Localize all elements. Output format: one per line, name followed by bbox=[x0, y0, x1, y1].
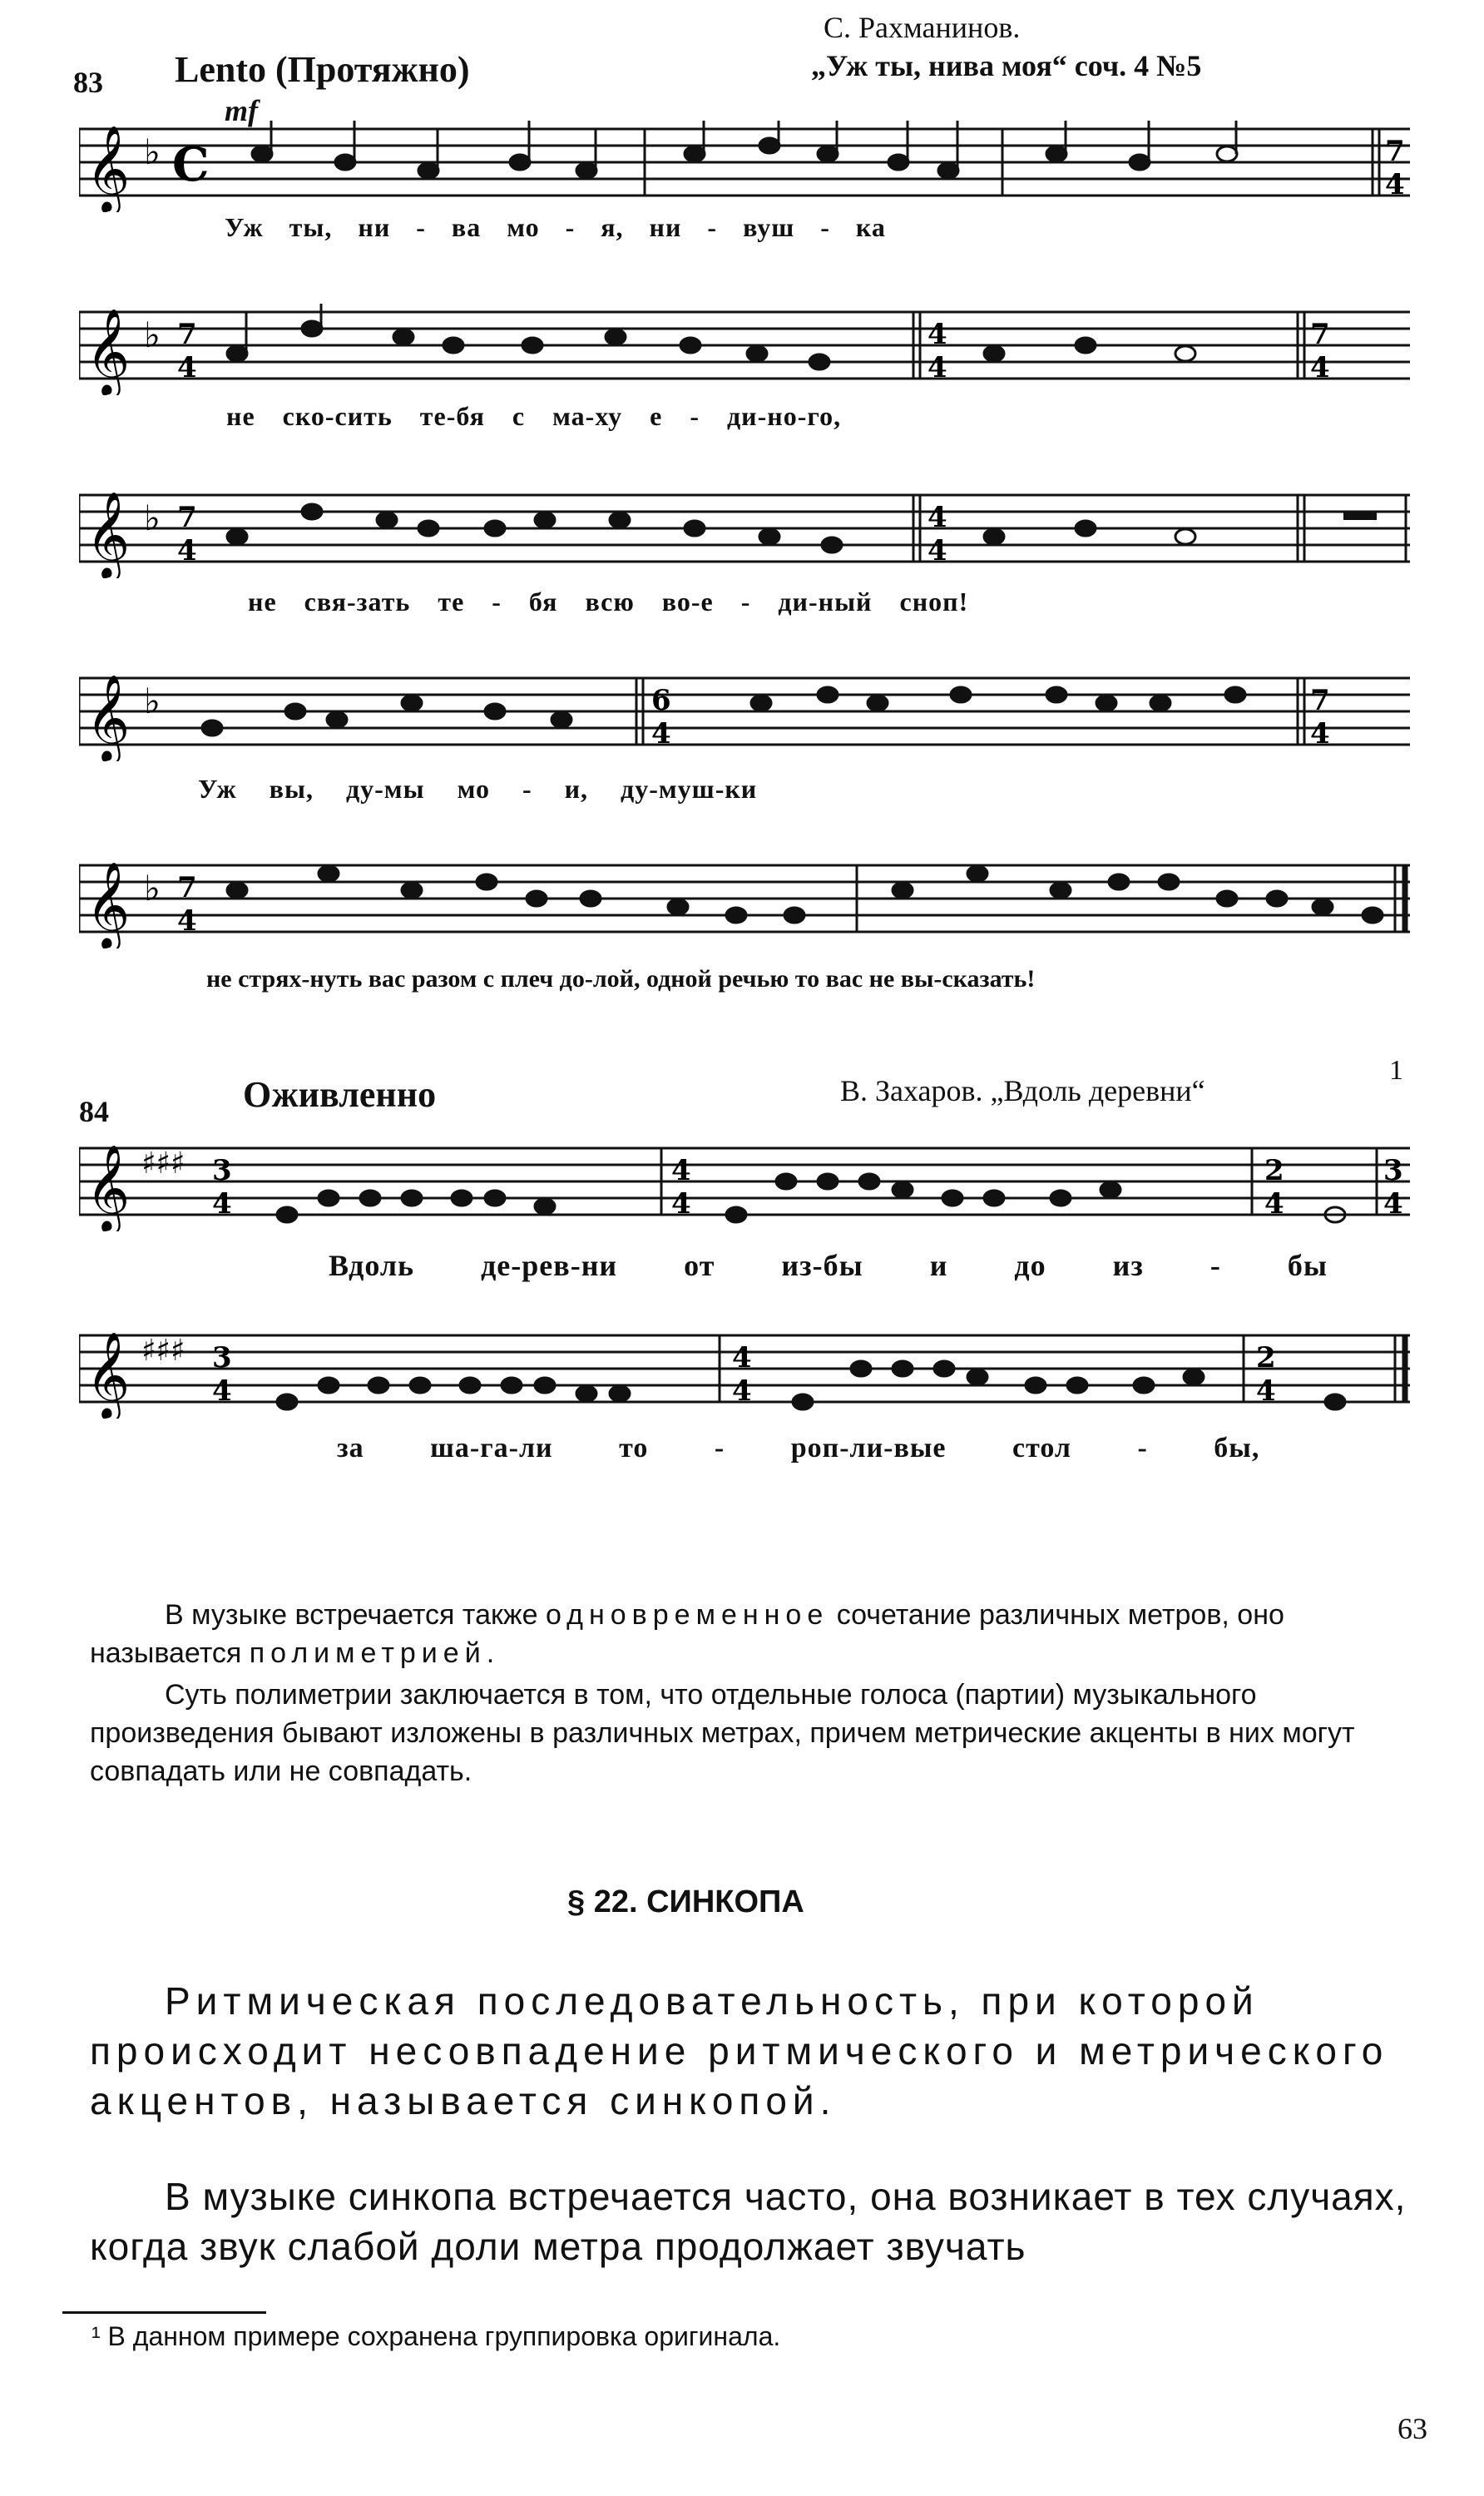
svg-text:𝄞: 𝄞 bbox=[86, 861, 131, 948]
lyrics-line-1: Уж ты, ни - ва мо - я, ни - вуш - ка bbox=[225, 212, 886, 242]
svg-text:4: 4 bbox=[1385, 168, 1405, 201]
footnote-mark: 1 bbox=[1389, 1055, 1403, 1086]
staff-1 bbox=[79, 121, 1410, 212]
svg-text:𝄞: 𝄞 bbox=[86, 1144, 131, 1231]
staff-7 bbox=[79, 1327, 1410, 1419]
example-84-source: В. Захаров. „Вдоль деревни“ bbox=[840, 1074, 1205, 1107]
svg-text:♭: ♭ bbox=[144, 868, 161, 909]
svg-text:3: 3 bbox=[1383, 1154, 1403, 1187]
svg-text:4: 4 bbox=[1256, 1374, 1276, 1408]
svg-text:𝄞: 𝄞 bbox=[86, 674, 131, 761]
svg-text:3: 3 bbox=[212, 1341, 232, 1374]
svg-text:4: 4 bbox=[212, 1374, 232, 1408]
svg-text:6: 6 bbox=[651, 684, 671, 717]
svg-text:7: 7 bbox=[177, 501, 197, 534]
syncopation-definition: Ритмическая последовательность, при которой происходит несовпадение ритмического и метрического акцентов, называется синкопой. bbox=[90, 1979, 1389, 2122]
svg-text:7: 7 bbox=[177, 318, 197, 351]
staff-4 bbox=[79, 670, 1410, 761]
lyrics-line-5: не стрях-нуть вас разом с плеч до-лой, одной речью то вас не вы-сказать! bbox=[206, 965, 1036, 993]
dynamic-mark: mf bbox=[225, 94, 258, 127]
svg-text:4: 4 bbox=[1264, 1187, 1284, 1221]
svg-text:4: 4 bbox=[651, 717, 671, 750]
svg-text:♭: ♭ bbox=[144, 498, 161, 538]
svg-text:4: 4 bbox=[1383, 1187, 1403, 1221]
svg-text:7: 7 bbox=[177, 871, 197, 904]
svg-text:𝄞: 𝄞 bbox=[86, 1331, 131, 1419]
svg-text:♭: ♭ bbox=[144, 681, 161, 721]
staff-2 bbox=[79, 304, 1410, 395]
svg-text:7: 7 bbox=[1385, 135, 1405, 168]
svg-text:4: 4 bbox=[928, 501, 947, 534]
svg-text:4: 4 bbox=[177, 351, 197, 384]
svg-text:𝄞: 𝄞 bbox=[86, 491, 131, 578]
lyrics-line-6: Вдоль де-рев-ни от из-бы и до из - бы bbox=[329, 1249, 1328, 1282]
para1-text-b: сочетание различных метров, оно называется bbox=[90, 1599, 1284, 1669]
lyrics-line-3: не свя-зать те - бя всю во-е - ди-ный сноп! bbox=[248, 587, 969, 617]
paragraph-syncopation: В музыке синкопа встречается часто, она возникает в тех случаях, когда звук слабой доли метра продолжает звучать bbox=[90, 2175, 1407, 2268]
svg-text:4: 4 bbox=[1310, 351, 1330, 384]
paragraph-polymetry bbox=[90, 1596, 1437, 1672]
svg-text:♯♯♯: ♯♯♯ bbox=[141, 1146, 186, 1181]
para1-text-a: В музыке встречается также bbox=[165, 1599, 538, 1631]
example-84-tempo: Оживленно bbox=[243, 1074, 437, 1115]
svg-text:4: 4 bbox=[928, 318, 947, 351]
svg-text:4: 4 bbox=[177, 534, 197, 567]
example-84-number: 84 bbox=[79, 1095, 109, 1128]
lyrics-line-2: не ско-сить те-бя с ма-ху е - ди-но-го, bbox=[226, 401, 842, 431]
svg-text:3: 3 bbox=[212, 1154, 232, 1187]
staff-6 bbox=[79, 1140, 1410, 1231]
svg-text:C: C bbox=[172, 137, 210, 192]
paragraph-polymetry-essence: Суть полиметрии заключается в том, что отдельные голоса (партии) музыкального произведения бывают изложены в различных метрах, причем метрические акценты в них могут совпадать или не совпадать. bbox=[90, 1679, 1355, 1787]
svg-text:4: 4 bbox=[732, 1374, 752, 1408]
svg-text:♭: ♭ bbox=[144, 314, 161, 355]
svg-text:4: 4 bbox=[928, 351, 947, 384]
page-number: 63 bbox=[1397, 2412, 1427, 2445]
svg-text:7: 7 bbox=[1310, 684, 1330, 717]
svg-text:7: 7 bbox=[1310, 318, 1330, 351]
footnote: ¹ В данном примере сохранена группировка оригинала. bbox=[92, 2321, 781, 2351]
example-83-tempo: Lento (Протяжно) bbox=[175, 49, 470, 90]
svg-text:4: 4 bbox=[1310, 717, 1330, 750]
lyrics-line-4: Уж вы, ду-мы мо - и, ду-муш-ки bbox=[198, 774, 758, 804]
example-83-title: „Уж ты, нива моя“ соч. 4 №5 bbox=[811, 49, 1202, 82]
svg-text:4: 4 bbox=[177, 904, 197, 938]
svg-text:4: 4 bbox=[928, 534, 947, 567]
svg-text:𝄞: 𝄞 bbox=[86, 125, 131, 212]
svg-text:4: 4 bbox=[671, 1154, 691, 1187]
lyrics-line-7: за ша-га-ли то - роп-ли-вые стол - бы, bbox=[337, 1433, 1260, 1463]
svg-text:4: 4 bbox=[671, 1187, 691, 1221]
svg-text:4: 4 bbox=[212, 1187, 232, 1221]
example-83-composer: С. Рахманинов. bbox=[824, 11, 1021, 44]
example-83-number: 83 bbox=[73, 66, 103, 99]
section-heading: § 22. СИНКОПА bbox=[567, 1884, 804, 1919]
svg-text:𝄞: 𝄞 bbox=[86, 308, 131, 395]
staff-3 bbox=[79, 487, 1410, 578]
footnote-divider bbox=[62, 2311, 266, 2314]
svg-text:2: 2 bbox=[1256, 1341, 1276, 1374]
svg-text:4: 4 bbox=[732, 1341, 752, 1374]
svg-text:♯♯♯: ♯♯♯ bbox=[141, 1334, 186, 1368]
svg-text:2: 2 bbox=[1264, 1154, 1284, 1187]
para1-emphasis-2: полиметрией. bbox=[249, 1637, 501, 1669]
svg-text:♭: ♭ bbox=[144, 131, 161, 172]
staff-5 bbox=[79, 857, 1410, 948]
para1-emphasis: одновременное bbox=[546, 1599, 829, 1631]
